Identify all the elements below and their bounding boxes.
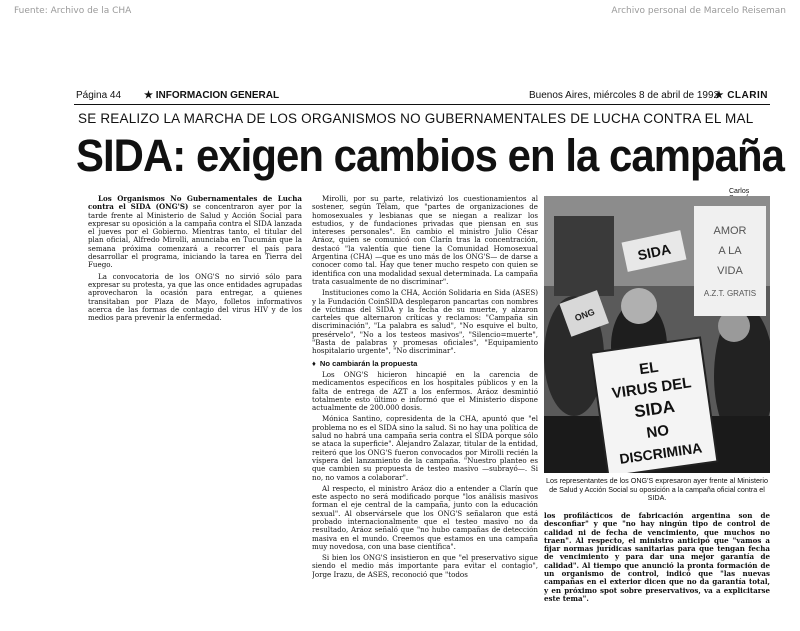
paragraph xyxy=(88,195,302,270)
photo-credit: Carlos xyxy=(729,188,750,195)
article-column-2 xyxy=(312,195,538,618)
page-number: Página 44 xyxy=(76,90,122,101)
subheading-text: No cambiarán la propuesta xyxy=(319,358,418,368)
sign-right-line: AMOR xyxy=(713,225,747,237)
source-note-left: Fuente: Archivo de la CHA xyxy=(14,6,132,16)
lead-text: se concentraron ayer por la tarde frente al Ministerio de Salud y Acción Social para expresar su oposición a la campaña contra el SIDA lanzada el jueves por el Gobierno. Mientras tanto, el titular del plan oficial, Alfredo Mirolli, anunciaba en Tucumán que la semana próxima comenzará a recorrer el país para desarrollar el programa, iniciando la tarea en Tierra del Fuego. xyxy=(88,202,302,270)
running-header xyxy=(74,88,770,105)
paragraph xyxy=(88,273,302,323)
sign-main-line: SIDA xyxy=(633,396,676,422)
lead-bold: Los Organismos No Gubernamentales de Lucha contra el SIDA (ONG'S) xyxy=(88,195,302,212)
sign-top-text: SIDA xyxy=(636,240,673,264)
protest-photo-illustration xyxy=(544,196,770,473)
diamond-icon: ♦ xyxy=(312,358,316,368)
main-headline: SIDA: exigen cambios en la campaña xyxy=(76,130,784,181)
paragraph: los profilácticos de fabricación argentina son de desconfiar" y que "no hay ningún tipo de control de calidad ni de fecha de vencimiento, que muchos no traen". Al respecto, el ministro anticipó que "vamos a fijar normas jurídicas sanitarias para que tengan fecha de vencimiento y para dar una mejor garantía de calidad". Al tiempo que anunció la pronta formación de un organismo de control, indicó que "las nuevas campañas en el exterior dicen que no da garantía total, y en próximo spot sobre preservativos, va a explicitarse este tema". xyxy=(544,512,770,603)
paragraph: Instituciones como la CHA, Acción Solidaria en Sida (ASES) y la Fundación CoinSIDA desplegaron pancartas con nombres de víctimas del SIDA y la fecha de su muerte, y alzaron carteles que alternaron críticas y reclamos: "Campaña sin discriminación", "La palabra es salud", "No esquive el bulto, presérvelo", "No a los testeos masivos", "Silencio=muerte", "Basta de palabras y promesas oficiales", "Equipamiento hospitalario urgente", "No discriminar". xyxy=(312,288,538,356)
source-note-right: Archivo personal de Marcelo Reiseman xyxy=(611,6,786,16)
newspaper-name: ★ CLARIN xyxy=(714,90,768,101)
newspaper-clipping xyxy=(74,88,784,618)
protest-photo xyxy=(544,196,770,473)
dateline: Buenos Aires, miércoles 8 de abril de 1992 xyxy=(529,90,720,101)
paragraph: Mónica Santino, copresidenta de la CHA, apuntó que "el problema no es el SIDA sino la salud. Si no hay una política de salud no habrá una campaña seria contra el SIDA porque sólo se ataca la superficie". Alejandro Zalazar, titular de la entidad, reiteró que los ONG'S fueron convocados por Mirolli recién la víspera del lanzamiento de la campaña. "Nuestro planteo es que cambien su propuesta de testeo masivo —subrayó—. Si no, no vamos a colaborar". xyxy=(312,414,538,482)
paragraph-text: La convocatoria de los ONG'S no sirvió sólo para expresar su protesta, ya que las once entidades agrupadas aprovecharon la ocasión para entregar, a quienes transitaban por Plaza de Mayo, folletos informativos acerca de las formas de contagio del virus HIV y de los medios para prevenir la enfermedad. xyxy=(88,271,302,323)
paragraph: Al respecto, el ministro Aráoz dio a entender a Clarín que este aspecto no será modificado porque "los análisis masivos forman el eje central de la campaña, junto con la educación sexual". Al observársele que los ONG'S señalaron que está probado internacionalmente que el testeo masivo no da resultado, Aráoz señaló que "no hubo campañas de detección masiva en el mundo. Creemos que estamos en una campaña muy novedosa, con una base científica". xyxy=(312,483,538,551)
sign-main-line: VIRUS DEL xyxy=(610,374,693,403)
sign-right-line: A.Z.T. GRATIS xyxy=(703,289,757,298)
photo-caption: Los representantes de los ONG'S expresaron ayer frente al Ministerio de Salud y Acción Social su oposición a la campaña oficial contra el SIDA. xyxy=(546,476,768,503)
subheading xyxy=(312,360,538,368)
sign-small-text: ONG xyxy=(573,306,597,324)
paragraph: Si bien los ONG'S insistieron en que "el preservativo sigue siendo el medio más importante para evitar el contagio", Jorge Irazu, de ASES, reconoció que "todos xyxy=(312,553,538,579)
article-column-3 xyxy=(544,512,770,618)
kicker-headline: SE REALIZO LA MARCHA DE LOS ORGANISMOS NO GUBERNAMENTALES DE LUCHA CONTRA EL MAL xyxy=(78,111,754,126)
sign-main-line: DISCRIMINA xyxy=(618,439,704,467)
sign-main-line: NO xyxy=(645,421,671,442)
article-column-1 xyxy=(88,195,302,340)
paragraph: Los ONG'S hicieron hincapié en la carencia de medicamentos específicos en los hospitales públicos y en la falta de entrega de AZT a los enfermos. Aráoz desmintió totalmente esto último e informó que el Ministerio dispone actualmente de 200.000 dosis. xyxy=(312,369,538,413)
sign-main-line: EL xyxy=(638,358,660,379)
sign-right-line: VIDA xyxy=(717,265,743,277)
paragraph: Mirolli, por su parte, relativizó los cuestionamientos al sostener, según Télam, que "partes de organizaciones de homosexuales y lesbianas que se niegan a realizar los estudios, y de fundaciones privadas que piensan en sus intereses personales". En cambio el ministro Julio César Aráoz, quien se comunicó con Clarín tras la concentración, destacó "la valentía que tiene la Comunidad Homosexual Argentina (CHA) —que es uno más de los ONG'S— de darse a conocer como tal. Hay que tener mucho respeto con quien se identifica con una modalidad sexual determinada. La campaña trata casualmente de no discriminar". xyxy=(312,195,538,286)
section-name: ★ INFORMACION GENERAL xyxy=(144,90,280,101)
sign-right-line: A LA xyxy=(718,245,742,257)
